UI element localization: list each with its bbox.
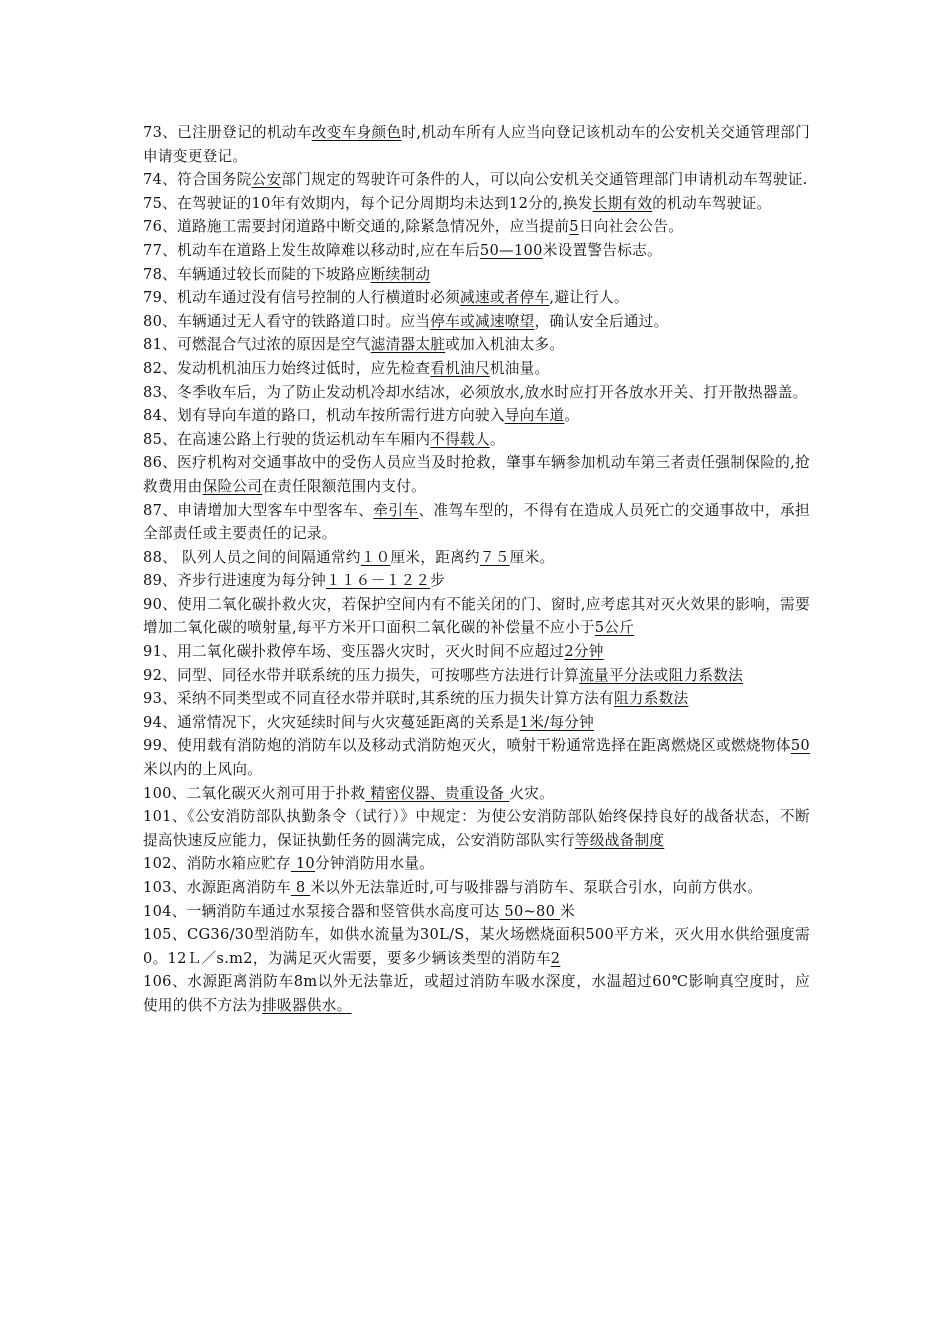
question-text: 78、车辆通过较长而陡的下坡路应: [143, 265, 371, 283]
question-text: 83、冬季收车后，为了防止发动机冷却水结冰，必须放水,放水时应打开各放水开关、打开散热器盖。: [143, 383, 808, 401]
question-text: 81、可燃混合气过浓的原因是空气: [143, 336, 371, 354]
question-text: 米: [560, 902, 576, 920]
question-text: ,避让行人。: [549, 289, 629, 307]
answer-underlined: ７５: [479, 548, 510, 566]
question-text: 92、同型、同径水带并联系统的压力损失，可按哪些方法进行计算: [143, 666, 580, 684]
answer-underlined: 50—100: [479, 241, 543, 259]
question-item: [143, 923, 810, 970]
question-text: 厘米。: [509, 548, 555, 566]
question-text: 米设置警告标志。: [542, 241, 662, 259]
answer-underlined: 1米/每分钟: [519, 713, 595, 731]
answer-underlined: 10: [290, 855, 316, 873]
question-item: [143, 664, 810, 688]
answer-underlined: 等级战备制度: [574, 831, 665, 849]
question-item: [143, 121, 810, 168]
question-text: 89、齐步行进速度为每分钟: [143, 572, 327, 590]
question-text: 的机动车驾驶证。: [652, 194, 772, 212]
question-item: [143, 805, 810, 852]
question-text: 94、通常情况下，火灾延续时间与火灾蔓延距离的关系是: [143, 713, 520, 731]
question-text: 部门规定的驾驶许可条件的人，可以向公安机关交通管理部门申请机动车驾驶证.: [281, 171, 808, 189]
answer-underlined: 2: [550, 949, 561, 967]
answer-underlined: 滤清器太脏: [370, 336, 446, 354]
question-text: 82、发动机机油压力始终过低时，应先检查: [143, 359, 431, 377]
question-text: 101、《公安消防部队执勤条令（试行）》中规定：为使公安消防部队始终保持良好的战备状态，不断提高快速反应能力，保证执勤任务的圆满完成，公安消防部队实行: [143, 808, 810, 849]
question-item: [143, 168, 810, 192]
question-text: 。: [489, 430, 505, 448]
question-text: 米以内的上风向。: [143, 761, 263, 779]
question-text: 77、机动车在道路上发生故障难以移动时,应在车后: [143, 241, 480, 259]
answer-underlined: 不得载人: [430, 430, 490, 448]
answer-underlined: 公安: [251, 171, 282, 189]
answer-underlined: 改变车身颜色: [311, 124, 402, 141]
question-text: 85、在高速公路上行驶的货运机动车车厢内: [143, 430, 431, 448]
question-text: 步: [430, 572, 446, 590]
question-item: [143, 593, 810, 640]
answer-underlined: 断续制动: [370, 265, 431, 283]
answer-underlined: 导向车道: [504, 407, 565, 425]
question-item: [143, 239, 810, 263]
question-text: 105、CG36/30型消防车，如供水流量为30L/S，某火场燃烧面积500平方米，灭火用水供给强度需0。12Ｌ／s.m2，为满足灭火需要，要多少辆该类型的消防车: [143, 926, 810, 967]
question-item: [143, 404, 810, 428]
answer-underlined: 保险公司: [202, 477, 263, 495]
question-item: [143, 711, 810, 735]
question-item: [143, 970, 810, 1017]
question-item: [143, 499, 810, 546]
question-text: 或加入机油太多。: [445, 336, 565, 354]
question-item: [143, 876, 810, 900]
question-text: 84、划有导向车道的路口，机动车按所需行进方向驶入: [143, 407, 505, 425]
question-item: [143, 782, 810, 806]
question-text: 74、符合国务院: [143, 171, 252, 189]
question-text: 100、二氧化碳灭火剂可用于扑救: [143, 784, 366, 802]
question-item: [143, 428, 810, 452]
question-text: 86、医疗机构对交通事故中的受伤人员应当及时抢救，肇事车辆参加机动车第三者责任强制保险的,抢救费用由: [143, 454, 810, 495]
question-item: [143, 381, 810, 405]
answer-underlined: 看机油尺: [430, 359, 490, 377]
question-item: [143, 310, 810, 334]
answer-underlined: １１６－１２２: [326, 572, 431, 590]
question-text: 、准驾车型的，不得有在造成人员死亡的交通事故中，承担全部责任或主要责任的记录。: [143, 501, 810, 543]
question-item: [143, 333, 810, 357]
answer-underlined: 流量平分法或阻力系数法: [579, 666, 744, 684]
answer-underlined: 减速或者停车: [460, 289, 550, 307]
question-text: 。: [564, 407, 580, 425]
answer-underlined: 50: [790, 737, 810, 755]
question-item: [143, 852, 810, 876]
question-item: [143, 192, 810, 216]
answer-underlined: 50~80: [499, 902, 561, 920]
question-text: 99、使用载有消防炮的消防车以及移动式消防炮灭火，喷射干粉通常选择在距离燃烧区或燃烧物体: [143, 737, 791, 755]
question-text: 90、使用二氧化碳扑救火灾，若保护空间内有不能关闭的门、窗时,应考虑其对灭火效果的影响，需要增加二氧化碳的喷射量,每平方米开口面积二氧化碳的补偿量不应小于: [143, 595, 810, 637]
question-item: [143, 640, 810, 664]
question-text: 73、已注册登记的机动车: [143, 124, 312, 141]
question-text: 91、用二氧化碳扑救停车场、变压器火灾时，灭火时间不应超过: [143, 643, 565, 661]
question-text: 106、水源距离消防车8m以外无法靠近，或超过消防车吸水深度，水温超过60℃影响真空度时，应使用的供不方法为: [143, 973, 810, 1014]
question-item: [143, 734, 810, 781]
answer-underlined: 牵引车: [373, 501, 419, 519]
answer-underlined: 5公斤: [594, 619, 635, 637]
question-text: 时,机动车所有人应当向登记该机动车的公安机关交通管理部门申请变更登记。: [143, 124, 810, 165]
answer-underlined: 长期有效: [592, 194, 653, 212]
question-item: [143, 263, 810, 287]
question-text: 米以外无法靠近时,可与吸排器与消防车、泵联合引水，向前方供水。: [310, 879, 763, 896]
answer-underlined: 2分钟: [564, 643, 604, 661]
question-text: 日向社会公告。: [578, 218, 684, 236]
question-text: ，确认安全后通过。: [534, 312, 669, 330]
question-text: 机油量。: [489, 359, 550, 377]
answer-underlined: 8: [290, 879, 311, 896]
question-item: [143, 900, 810, 924]
question-text: 75、在驾驶证的10年有效期内，每个记分周期均未达到12分的,换发: [143, 194, 593, 212]
answer-underlined: 精密仪器、贵重设备: [365, 784, 510, 802]
question-text: 火灾。: [509, 784, 554, 802]
question-text: 80、车辆通过无人看守的铁路道口时。应当: [143, 312, 431, 330]
answer-underlined: 停车或减速嘹望: [430, 312, 535, 330]
answer-underlined: 排吸器供水。: [262, 996, 352, 1014]
question-text: 103、水源距离消防车: [143, 879, 291, 896]
question-item: [143, 357, 810, 381]
question-text: 厘米，距离约: [390, 548, 480, 566]
question-text: 93、采纳不同类型或不同直径水带并联时,其系统的压力损失计算方法有: [143, 690, 614, 708]
question-text: 在责任限额范围内支付。: [262, 477, 426, 495]
answer-underlined: １０: [360, 548, 391, 566]
question-item: [143, 451, 810, 498]
question-text: 102、消防水箱应贮存: [143, 855, 291, 873]
question-item: [143, 569, 810, 593]
answer-underlined: 5: [569, 218, 579, 236]
question-item: [143, 687, 810, 711]
question-item: [143, 546, 810, 570]
question-item: [143, 286, 810, 310]
question-text: 79、机动车通过没有信号控制的人行横道时必须: [143, 289, 461, 307]
answer-underlined: 阻力系数法: [613, 690, 689, 708]
question-text: 88、 队列人员之间的间隔通常约: [143, 548, 361, 566]
question-text: 104、一辆消防车通过水泵接合器和竖管供水高度可达: [143, 902, 500, 920]
question-text: 76、道路施工需要封闭道路中断交通的,除紧急情况外，应当提前: [143, 218, 570, 236]
question-text: 87、申请增加大型客车中型客车、: [143, 501, 374, 519]
question-item: [143, 215, 810, 239]
question-text: 分钟消防用水量。: [315, 855, 435, 873]
